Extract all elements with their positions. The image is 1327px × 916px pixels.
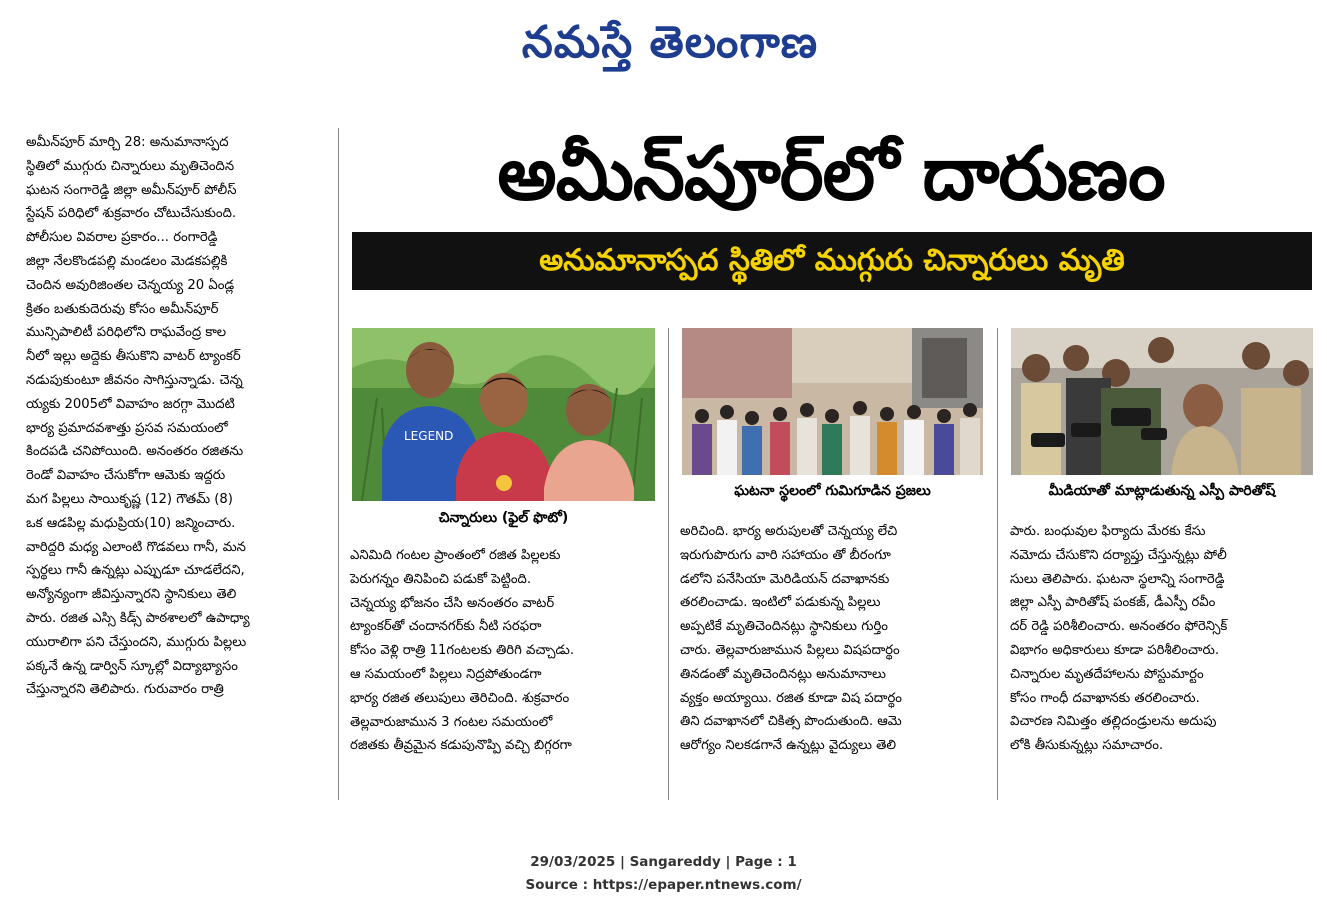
text-line: చేస్తున్నారని తెలిపారు. గురువారం రాత్రి: [26, 682, 224, 698]
text-line: చెన్నయ్య భోజనం చేసి అనంతరం వాటర్: [350, 595, 555, 611]
text-line: తిని దవాఖానలో చికిత్స పొందుతుంది. ఆమె: [680, 714, 902, 730]
text-line: దర్ రెడ్డి పరిశీలించారు. అనంతరం ఫోరెన్సిక్: [1010, 619, 1228, 635]
text-line: ఆ సమయంలో పిల్లలు నిద్రపోతుండగా: [350, 666, 542, 682]
subheadline-bar: అనుమానాస్పద స్థితిలో ముగ్గురు చిన్నారులు మృతి: [352, 232, 1312, 290]
text-line: ఎనిమిది గంటల ప్రాంతంలో రజిత పిల్లలకు: [350, 548, 561, 563]
text-line: కోసం వెళ్లి రాత్రి 11గంటలకు తిరిగి వచ్చాడు.: [350, 643, 575, 659]
text-line: పోలీసుల వివరాల ప్రకారం... రంగారెడ్డి: [26, 230, 218, 246]
article-column-1: [26, 131, 326, 702]
photo2-caption: ఘటనా స్థలంలో గుమిగూడిన ప్రజలు: [734, 483, 931, 499]
text-line: వ్యక్తం అయ్యాయి. రజిత కూడా విష పదార్థం: [680, 690, 902, 706]
text-line: చెందిన అవురిజింతల చెన్నయ్య 20 ఏండ్ల: [26, 277, 235, 293]
crowd-at-incident-site-photo: [682, 328, 983, 475]
text-line: వారిద్దరి మధ్య ఎలాంటి గొడవలు గానీ, మన: [26, 539, 246, 555]
text-line: సులు తెలిపారు. ఘటనా స్థలాన్ని సంగారెడ్డి: [1010, 571, 1225, 587]
text-line: య్యకు 2005లో వివాహం జరగ్గా మొదటి: [26, 396, 235, 412]
text-line: నడుపుకుంటూ జీవనం సాగిస్తున్నాడు. చెన్న: [26, 372, 243, 388]
text-line: మున్సిపాలిటీ పరిధిలోని రాఘవేంద్ర కాల: [26, 325, 227, 341]
text-line: విచారణ నిమిత్తం తల్లిదండ్రులను అదుపు: [1010, 714, 1217, 730]
text-line: ఆరోగ్యం నిలకడగానే ఉన్నట్లు వైద్యులు తెలి: [680, 738, 897, 754]
text-line: భార్య రజిత తలుపులు తెరిచింది. శుక్రవారం: [350, 690, 570, 706]
text-line: జిల్లా నేలకొండపల్లి మండలం మెడకపల్లికి: [26, 253, 228, 269]
text-line: పారు. బంధువుల ఫిర్యాదు మేరకు కేసు: [1010, 524, 1206, 539]
text-line: తెల్లవారుజామున 3 గంటల సమయంలో: [350, 714, 553, 730]
text-line: రెండో వివాహం చేసుకోగా ఆమెకు ఇద్దరు: [26, 468, 226, 484]
text-line: నీలో ఇల్లు అద్దెకు తీసుకొని వాటర్ ట్యాంకర్: [26, 349, 241, 365]
text-line: పక్కనే ఉన్న డార్విన్ స్కూల్లో విద్యాభ్యాసం: [26, 658, 238, 674]
three-children-image: [352, 328, 655, 501]
text-line: డలోని పనేసియా మెరిడియన్ దవాఖానకు: [680, 571, 890, 587]
text-line: తరలించాడు. ఇంటిలో పడుకున్న పిల్లలు: [680, 595, 881, 611]
text-line: తినడంతో మృతిచెందినట్లు అనుమానాలు: [680, 666, 886, 682]
source-link[interactable]: Source : https://epaper.ntnews.com/: [525, 877, 802, 893]
crowd-image: [682, 328, 983, 475]
column-divider: [668, 328, 669, 800]
article-column-2: [350, 544, 655, 758]
text-line: స్థితిలో ముగ్గురు చిన్నారులు మృతిచెందిన: [26, 158, 235, 174]
svg-text:LEGEND: LEGEND: [404, 429, 454, 443]
three-children-photo: [352, 328, 655, 501]
text-line: ట్యాంకర్‌తో చందానగర్‌కు నీటి సరఫరా: [350, 619, 542, 635]
text-line: లోకి తీసుకున్నట్లు సమాచారం.: [1010, 738, 1164, 754]
text-line: మగ పిల్లలు సాయికృష్ణ (12) గౌతమ్ (8): [26, 491, 233, 507]
text-line: ఒక ఆడపిల్ల మధుప్రియ(10) జన్మించారు.: [26, 515, 236, 531]
text-line: క్రితం బతుకుదెరువు కోసం అమీన్‌పూర్: [26, 301, 219, 317]
text-line: అప్పటికే మృతిచెందినట్లు స్థానికులు గుర్తిం: [680, 619, 888, 635]
text-line: కోసం గాంధీ దవాఖానకు తరలించారు.: [1010, 690, 1200, 706]
edition-info: 29/03/2025 | Sangareddy | Page : 1: [530, 854, 797, 870]
text-line: స్టేషన్ పరిధిలో శుక్రవారం చోటుచేసుకుంది.: [26, 206, 237, 222]
article-column-3: [680, 520, 983, 758]
column-divider: [997, 328, 998, 800]
article-column-4: [1010, 520, 1313, 758]
text-line: ఇరుగుపొరుగు వారి సహాయం తో బీరంగూ: [680, 547, 891, 563]
text-line: జిల్లా ఎస్పీ పారితోష్ పంకజ్, డీఎస్పీ రవీం: [1010, 595, 1216, 611]
text-line: ఘటన సంగారెడ్డి జిల్లా అమీన్‌పూర్ పోలీస్: [26, 182, 237, 198]
text-line: అమీన్‌పూర్ మార్చి 28: అనుమానాస్పద: [26, 135, 229, 150]
text-line: విభాగం అధికారులు కూడా పరిశీలించారు.: [1010, 642, 1220, 658]
headline: అమీన్‌పూర్‌లో దారుణం: [497, 131, 1165, 217]
text-line: స్పర్థలు గానీ ఉన్నట్లు ఎప్పుడూ చూడలేదని,: [26, 563, 245, 579]
text-line: చిన్నారుల మృతదేహాలను పోస్టుమార్టం: [1010, 666, 1204, 682]
text-line: కిందపడి చనిపోయింది. అనంతరం రజితను: [26, 444, 244, 460]
photo3-caption: మీడియాతో మాట్లాడుతున్న ఎస్పీ పారితోష్: [1048, 483, 1276, 499]
text-line: యురాలిగా పని చేస్తుందని, ముగ్గురు పిల్లలు: [26, 634, 247, 650]
text-line: చారు. తెల్లవారుజామున పిల్లలు విషపదార్థం: [680, 642, 900, 658]
text-line: నమోదు చేసుకొని దర్యాప్తు చేస్తున్నట్లు పోలీ: [1010, 547, 1227, 563]
text-line: పెరుగన్నం తినిపించి పడుకో పెట్టింది.: [350, 571, 532, 587]
text-line: పారు. రజిత ఎస్సి కిడ్స్ పాఠశాలలో ఉపాధ్యా: [26, 610, 250, 626]
text-line: భార్య ప్రమాదవశాత్తు ప్రసవ సమయంలో: [26, 420, 228, 436]
text-line: అరిచింది. భార్య అరుపులతో చెన్నయ్య లేచి: [680, 524, 898, 539]
press-image: [1011, 328, 1313, 475]
newspaper-masthead: నమస్తే తెలంగాణ: [521, 17, 819, 68]
photo1-caption: చిన్నారులు (ఫైల్ ఫొటో): [438, 510, 569, 526]
sp-speaking-to-media-photo: [1011, 328, 1313, 475]
column-divider: [338, 128, 339, 800]
text-line: రజితకు తీవ్రమైన కడుపునొప్పి వచ్చి బిగ్గరగా: [350, 738, 572, 754]
text-line: అన్యోన్యంగా జీవిస్తున్నారని స్థానికులు తెలి: [26, 587, 237, 603]
